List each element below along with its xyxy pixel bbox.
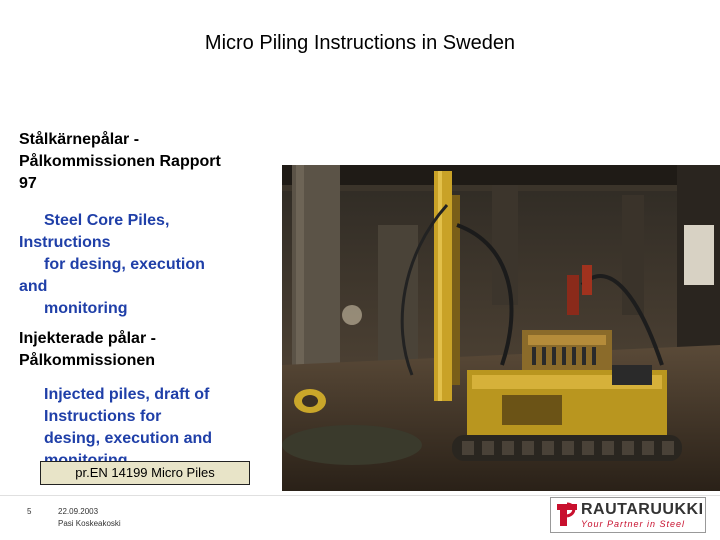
drilling-rig-photo [282,165,720,491]
item1-sub-line: Steel Core Piles, [44,212,170,229]
rautaruukki-logo [550,497,706,533]
rautaruukki-logo-mark-icon [554,500,580,530]
item2-sub-line: desing, execution and [44,430,213,447]
item2-sub-line: Injected piles, draft of [44,386,210,403]
page-number: 5 [27,507,32,516]
item1-heading-line: Pålkommissionen Rapport [19,153,221,170]
item1-sub-line: for desing, execution [44,256,205,273]
logo-name: RAUTARUUKKI [581,501,704,518]
item1-sub-line: Instructions [19,234,111,251]
item2-sub-line: Instructions for [44,408,162,425]
item1-sub-line: monitoring [44,300,128,317]
item1-heading [19,129,221,195]
item2-heading-line: Pålkommissionen [19,352,156,369]
item1-heading-line: Stålkärnepålar - [19,131,140,148]
item1-subtext [19,210,205,320]
footer-author: Pasi Koskeakoski [58,519,121,528]
standard-label-box [40,461,250,485]
slide-title: Micro Piling Instructions in Sweden [204,32,516,54]
item2-subtext [19,384,212,472]
item2-heading-line: Injekterade pålar - [19,330,156,347]
footer-date: 22.09.2003 [58,507,99,516]
item1-sub-line: and [19,278,48,295]
standard-label: pr.EN 14199 Micro Piles [75,465,215,480]
item2-heading [19,328,156,372]
logo-tagline: Your Partner in Steel [581,519,686,529]
item1-heading-line: 97 [19,175,37,192]
footer-divider [0,495,720,496]
